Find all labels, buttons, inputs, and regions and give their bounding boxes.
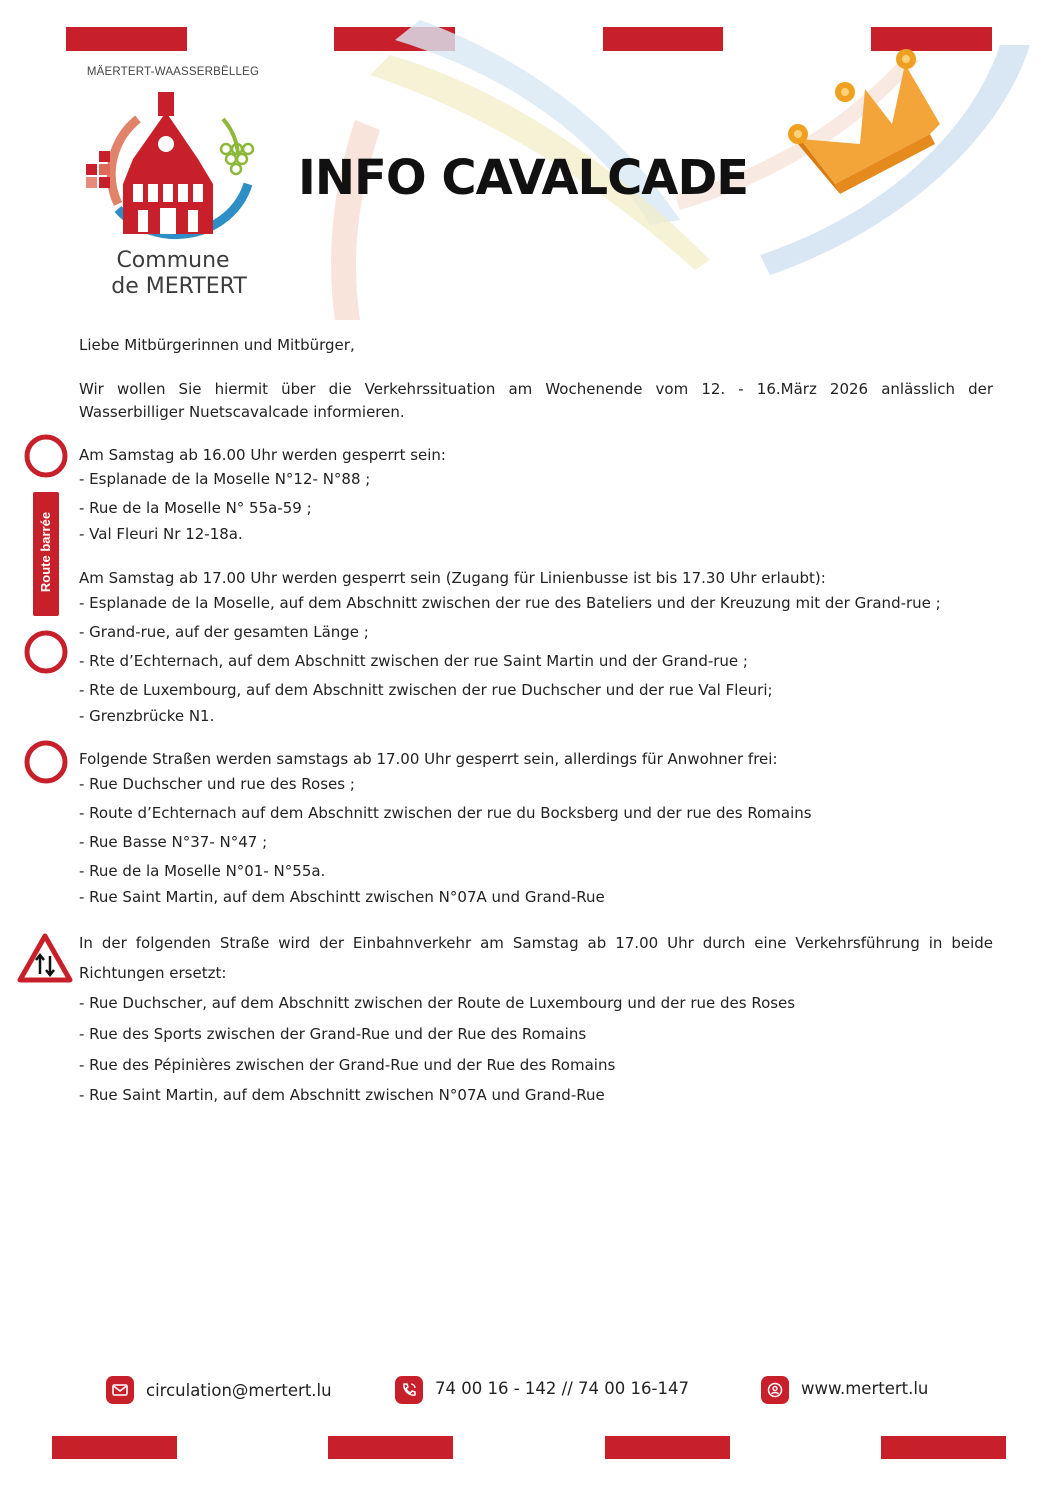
footer-phone[interactable] [395, 1376, 689, 1404]
mail-icon [106, 1376, 134, 1404]
route-barree-sign [33, 492, 59, 616]
bottom-bar-4 [881, 1436, 1006, 1459]
logo-top-text: MÄERTERT-WAASSERBËLLEG [86, 66, 260, 78]
page-title: INFO CAVALCADE [298, 150, 749, 206]
footer-email[interactable] [106, 1376, 332, 1404]
crown-icon [780, 44, 950, 194]
list-item: - Rte d’Echternach, auf dem Abschnitt zwischen der rue Saint Martin und der Grand-rue ; [79, 652, 748, 670]
list-item: - Rue Duchscher und rue des Roses ; [79, 775, 355, 793]
location-pin-icon [761, 1376, 789, 1404]
section1-heading: Am Samstag ab 16.00 Uhr werden gesperrt sein: [79, 446, 446, 464]
section3-heading: Folgende Straßen werden samstags ab 17.00 Uhr gesperrt sein, allerdings für Anwohner frei: [79, 750, 778, 768]
list-item: - Rte de Luxembourg, auf dem Abschnitt zwischen der rue Duchscher und der rue Val Fleuri; [79, 681, 773, 699]
section4-heading-line-2: Richtungen ersetzt: [79, 964, 227, 982]
no-entry-sign-icon-2 [24, 630, 68, 674]
footer-website[interactable] [761, 1376, 928, 1404]
intro-line-2: Wasserbilliger Nuetscavalcade informieren. [79, 403, 405, 421]
logo-name-line1: Commune [116, 248, 230, 273]
logo-emblem-icon [78, 84, 268, 249]
intro-line-1: Wir wollen Sie hiermit über die Verkehrssituation am Wochenende vom 12. - 16.März 2026 anlässlich der [79, 380, 993, 398]
greeting: Liebe Mitbürgerinnen und Mitbürger, [79, 336, 355, 354]
section2-heading: Am Samstag ab 17.00 Uhr werden gesperrt sein (Zugang für Linienbusse ist bis 17.30 Uhr erlaubt): [79, 569, 826, 587]
bottom-bar-2 [328, 1436, 453, 1459]
no-entry-sign-icon-3 [24, 740, 68, 784]
list-item: - Esplanade de la Moselle, auf dem Abschnitt zwischen der rue des Bateliers und der Kreuzung mit der Grand-rue ; [79, 594, 941, 612]
list-item: - Grand-rue, auf der gesamten Länge ; [79, 623, 369, 641]
phone-numbers[interactable]: 74 00 16 - 142 // 74 00 16-147 [435, 1378, 689, 1398]
list-item: - Route d’Echternach auf dem Abschnitt zwischen der rue du Bocksberg und der rue des Romains [79, 804, 812, 822]
top-bar-1 [66, 27, 187, 51]
list-item: - Val Fleuri Nr 12-18a. [79, 525, 243, 543]
list-item: - Rue Basse N°37- N°47 ; [79, 833, 268, 851]
website-link[interactable]: www.mertert.lu [801, 1378, 929, 1398]
list-item: - Rue Saint Martin, auf dem Abschintt zwischen N°07A und Grand-Rue [79, 888, 605, 906]
list-item: - Rue Duchscher, auf dem Abschnitt zwischen der Route de Luxembourg und der rue des Roses [79, 994, 796, 1012]
phone-icon [395, 1376, 423, 1404]
list-item: - Rue de la Moselle N°01- N°55a. [79, 862, 326, 880]
section4-heading-line-1: In der folgenden Straße wird der Einbahnverkehr am Samstag ab 17.00 Uhr durch eine Verkehrsführung in beide [79, 934, 993, 952]
list-item: - Rue des Pépinières zwischen der Grand-Rue und der Rue des Romains [79, 1056, 616, 1074]
list-item: - Rue Saint Martin, auf dem Abschnitt zwischen N°07A und Grand-Rue [79, 1086, 605, 1104]
logo-name-line2: de MERTERT [111, 274, 247, 299]
no-entry-sign-icon [24, 434, 68, 478]
list-item: - Grenzbrücke N1. [79, 707, 215, 725]
list-item: - Rue de la Moselle N° 55a-59 ; [79, 499, 312, 517]
email-link[interactable]: circulation@mertert.lu [146, 1380, 332, 1400]
bottom-bar-3 [605, 1436, 730, 1459]
list-item: - Esplanade de la Moselle N°12- N°88 ; [79, 470, 371, 488]
list-item: - Rue des Sports zwischen der Grand-Rue und der Rue des Romains [79, 1025, 587, 1043]
commune-logo [78, 66, 268, 306]
route-barree-text: Route barrée [38, 511, 53, 593]
bottom-bar-1 [52, 1436, 177, 1459]
two-way-traffic-sign-icon [16, 932, 74, 984]
